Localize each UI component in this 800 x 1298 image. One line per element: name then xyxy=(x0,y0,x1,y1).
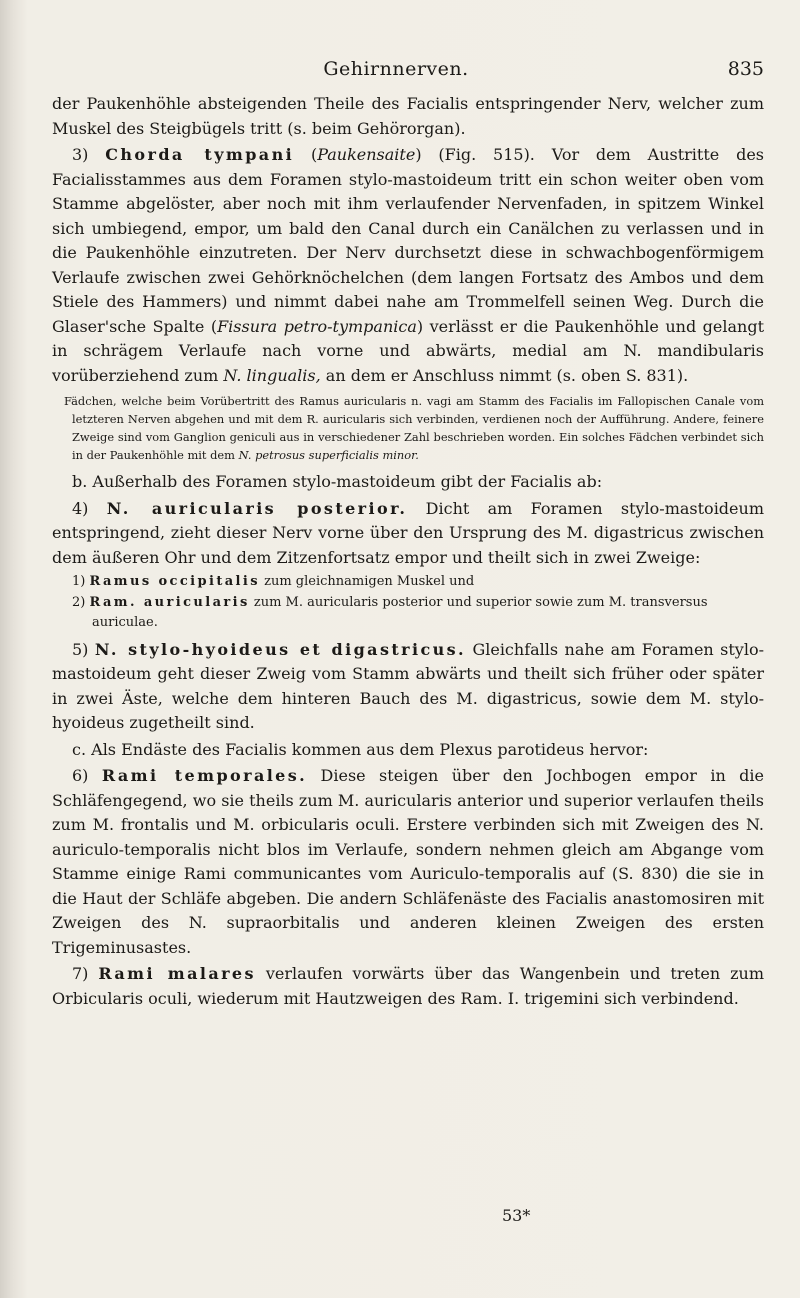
nerve-term: Ramus occipitalis xyxy=(89,574,260,589)
nerve-term: Rami temporales. xyxy=(101,766,308,785)
nerve-term: N. stylo-hyoideus et digastricus. xyxy=(94,639,467,659)
section-b-intro xyxy=(52,470,764,495)
signature-mark: 53* xyxy=(502,1206,531,1225)
paragraph-rami-temporales xyxy=(52,764,764,960)
paragraph-text: an dem er Anschluss nimmt (s. oben S. 831). xyxy=(320,365,689,385)
page-header xyxy=(0,58,800,88)
running-title: Gehirnnerven. xyxy=(323,58,469,80)
paragraph-text: (Fig. 515). Vor dem Austritte des Facialisstammes aus dem Foramen stylo-mastoideum tritt ein schon weiter oben vom Stamme abgelöster, aber noch mit ihm verlaufender Nervenfaden, in spitzem Winkel sich umbiegend, empor, um bald den Canal durch ein Canälchen zu verlassen und in die Paukenhöhle einzutreten. Der Nerv durchsetzt diese in schwachbogenförmigem Verlaufe zwischen zwei Gehörknöchelchen (dem langen Fortsatz des Ambos und dem Stiele des Hammers) und nimmt dabei nahe am Trommelfell seinen Weg. Durch die Glaser'sche Spalte ( xyxy=(52,145,764,336)
paragraph-text: verlaufen vorwärts über das Wangenbein und treten zum Orbicularis oculi, wiederum mit Hautzweigen des Ram. I. trigemini sich verbindend. xyxy=(52,964,764,1008)
paragraph-chorda-tympani xyxy=(52,143,764,388)
paragraph-continuation xyxy=(52,92,764,141)
paragraph-text: Diese steigen über den Jochbogen empor in die Schläfengegend, wo sie theils zum M. auricularis anterior und superior verlaufen theils zum M. frontalis und M. orbicularis oculi. Erstere verbinden sich mit Zweigen des N. auriculo-temporalis nicht blos im Verlaufe, sondern nehmen gleich am Abgange vom Stamme einige Rami communicantes vom Auriculo-temporalis auf (S. 830) die sie in die Haut der Schläfe abgeben. Die andern Schläfenäste des Facialis anastomosiren mit Zweigen des N. supraorbitalis und anderen kleinen Zweigen des ersten Trigeminusastes. xyxy=(52,766,764,957)
item-text: zum gleichnamigen Muskel und xyxy=(259,574,475,589)
nerve-term: Chorda tympani xyxy=(105,145,295,164)
paragraph-text: b. Außerhalb des Foramen stylo-mastoideum gibt der Facialis ab: xyxy=(72,472,603,491)
item-number: 6) xyxy=(72,766,89,785)
item-number: 2) xyxy=(72,594,86,610)
item-number: 1) xyxy=(72,574,86,589)
italic-term: N. lingualis, xyxy=(223,365,321,385)
small-print-note xyxy=(52,392,764,464)
nerve-term: Ram. auricularis xyxy=(89,594,250,610)
item-number: 4) xyxy=(72,498,89,518)
list-item xyxy=(72,593,764,634)
list-item xyxy=(72,572,764,593)
paragraph-text: c. Als Endäste des Facialis kommen aus dem Plexus parotideus hervor: xyxy=(72,739,649,759)
paragraph-text: Gleichfalls nahe am Foramen stylo-mastoideum geht dieser Zweig vom Stamm abwärts und theilt sich früher oder später in zwei Äste, welche dem hinteren Bauch des M. digastricus, sowie dem M. stylo-hyoideus zugetheilt sind. xyxy=(52,639,764,732)
branch-list xyxy=(52,572,764,634)
section-c-intro xyxy=(52,738,764,763)
paragraph-auricularis-posterior xyxy=(52,497,764,571)
paragraph-stylo-hyoideus xyxy=(52,638,764,736)
paren-open: ( xyxy=(310,145,318,164)
item-text: zum M. auricularis posterior und superior sowie zum M. transversus auriculae. xyxy=(92,594,708,630)
paragraph-text: der Paukenhöhle absteigenden Theile des Facialis entspringender Nerv, welcher zum Muskel des Steigbügels tritt (s. beim Gehörorgan). xyxy=(52,94,764,138)
italic-term: Fissura petro-tympanica xyxy=(217,316,417,336)
paragraph-rami-malares xyxy=(52,962,764,1011)
paren-close: ) xyxy=(415,145,422,164)
item-number: 7) xyxy=(72,964,89,983)
page-number: 835 xyxy=(727,58,764,80)
italic-term: Paukensaite xyxy=(317,145,416,164)
text-body xyxy=(52,92,764,1011)
note-text: Fädchen, welche beim Vorübertritt des Ramus auricularis n. vagi am Stamm des Facialis im Fallopischen Canale vom letzteren Nerven abgehen und mit dem R. auricularis sich verbinden, verdienen noch der Aufführung. Andere, feinere Zweige sind vom Ganglion geniculi aus in verschiedener Zahl beschrieben worden. Ein solches Fädchen verbindet sich in der Paukenhöhle mit dem xyxy=(64,394,764,462)
item-number: 5) xyxy=(72,639,89,659)
italic-term: N. petrosus superficialis minor. xyxy=(238,448,419,462)
nerve-term: N. auricularis posterior. xyxy=(106,498,408,518)
nerve-term: Rami malares xyxy=(98,964,256,983)
paragraph-text: Dicht am Foramen stylo-mastoideum entspringend, zieht dieser Nerv vorne über den Ursprung des M. digastricus zwischen dem äußeren Ohr und dem Zitzenfortsatz empor und theilt sich in zwei Zweige: xyxy=(52,498,764,567)
paragraph-text: ) verlässt er die Paukenhöhle und gelangt in schrägem Verlaufe nach vorne und abwärts, medial am N. mandibularis vorüberziehend zum xyxy=(52,316,765,385)
item-number: 3) xyxy=(72,145,89,164)
